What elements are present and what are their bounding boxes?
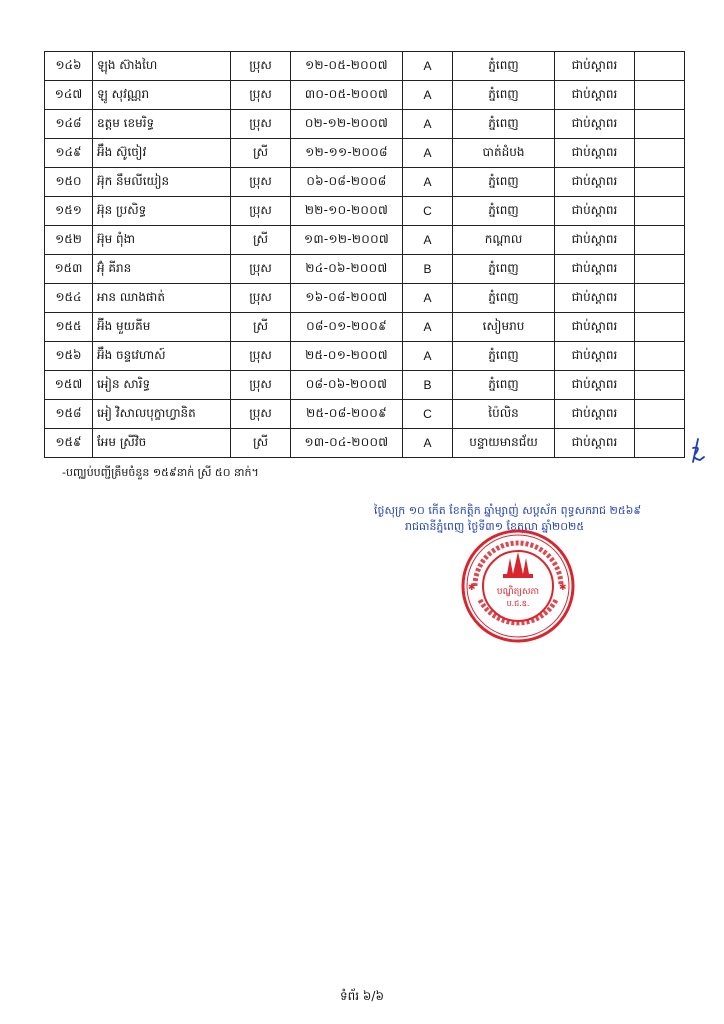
table-row — [45, 81, 685, 110]
cell-sex: ស្រី — [231, 226, 291, 255]
cell-number: ១៤៦ — [45, 52, 93, 81]
cell-province: ប៉ៃលិន — [453, 400, 555, 429]
cell-name: អ៊ឹង ចន្ទវេហាស៍ — [93, 342, 231, 371]
cell-date-of-birth: ០៨-០៦-២០០៧ — [291, 371, 403, 400]
cell-grade: A — [403, 168, 453, 197]
cell-province: ភ្នំពេញ — [453, 342, 555, 371]
cell-sex: ប្រុស — [231, 284, 291, 313]
cell-extra — [635, 400, 685, 429]
cell-grade: C — [403, 400, 453, 429]
table-row — [45, 255, 685, 284]
cell-sex: ប្រុស — [231, 400, 291, 429]
cell-number: ១៤៧ — [45, 81, 93, 110]
cell-status: ជាប់ស្ដាពរ — [555, 371, 635, 400]
cell-grade: A — [403, 81, 453, 110]
cell-grade: A — [403, 110, 453, 139]
cell-sex: ប្រុស — [231, 81, 291, 110]
svg-text:✱: ✱ — [468, 583, 476, 593]
cell-grade: A — [403, 284, 453, 313]
cell-name: ឡូ សុវណ្ណរា — [93, 81, 231, 110]
cell-name: អែម ស្រីវិច — [93, 429, 231, 458]
cell-grade: A — [403, 429, 453, 458]
cell-extra — [635, 313, 685, 342]
cell-extra — [635, 110, 685, 139]
cell-name: អ៊ុំ គីរាន — [93, 255, 231, 284]
table-row — [45, 52, 685, 81]
cell-status: ជាប់ស្ដាពរ — [555, 81, 635, 110]
table-row — [45, 313, 685, 342]
cell-sex: ប្រុស — [231, 197, 291, 226]
student-roster-table — [44, 51, 685, 458]
cell-name: អ៊ឹង ស៊ូចៀវ — [93, 139, 231, 168]
cell-province: បាត់ដំបង — [453, 139, 555, 168]
cell-date-of-birth: ០៨-០១-២០០៩ — [291, 313, 403, 342]
place-date-line: រាជធានីភ្នំពេញ ថ្ងៃទី៣១ ខែតុលា ឆ្នាំ២០២៥ — [405, 520, 585, 533]
cell-extra — [635, 371, 685, 400]
cell-grade: C — [403, 197, 453, 226]
cell-grade: B — [403, 255, 453, 284]
seal-text-secondary: ប.ជ.ឧ. — [506, 599, 530, 608]
cell-sex: ស្រី — [231, 313, 291, 342]
seal-text-primary: បណ្ឌិត្យសភា — [496, 587, 540, 597]
cell-status: ជាប់ស្ដាពរ — [555, 342, 635, 371]
cell-number: ១៥១ — [45, 197, 93, 226]
cell-extra — [635, 52, 685, 81]
cell-extra — [635, 342, 685, 371]
cell-date-of-birth: ២៥-០១-២០០៧ — [291, 342, 403, 371]
table-row — [45, 429, 685, 458]
cell-status: ជាប់ស្ដាពរ — [555, 197, 635, 226]
table-row — [45, 284, 685, 313]
cell-number: ១៥២ — [45, 226, 93, 255]
cell-grade: A — [403, 52, 453, 81]
cell-extra — [635, 284, 685, 313]
cell-number: ១៥៦ — [45, 342, 93, 371]
cell-status: ជាប់ស្ដាពរ — [555, 429, 635, 458]
cell-status: ជាប់ស្ដាពរ — [555, 284, 635, 313]
cell-extra — [635, 226, 685, 255]
cell-number: ១៥៤ — [45, 284, 93, 313]
table-row — [45, 342, 685, 371]
roster-body — [45, 52, 685, 458]
cell-status: ជាប់ស្ដាពរ — [555, 400, 635, 429]
cell-extra — [635, 168, 685, 197]
table-row — [45, 197, 685, 226]
cell-name: អៀន សារិទ្ធ — [93, 371, 231, 400]
cell-province: ភ្នំពេញ — [453, 168, 555, 197]
cell-sex: ស្រី — [231, 429, 291, 458]
cell-province: ភ្នំពេញ — [453, 110, 555, 139]
temple-emblem — [503, 552, 533, 578]
cell-extra — [635, 255, 685, 284]
cell-status: ជាប់ស្ដាពរ — [555, 255, 635, 284]
cell-province: ភ្នំពេញ — [453, 255, 555, 284]
cell-province: កណ្ដាល — [453, 226, 555, 255]
cell-date-of-birth: ១៣-០៤-២០០៧ — [291, 429, 403, 458]
cell-province: បន្ទាយមានជ័យ — [453, 429, 555, 458]
cell-date-of-birth: ១២-១១-២០០៨ — [291, 139, 403, 168]
cell-number: ១៥៩ — [45, 429, 93, 458]
cell-grade: A — [403, 139, 453, 168]
cell-date-of-birth: ១៣-១២-២០០៧ — [291, 226, 403, 255]
cell-date-of-birth: ២៥-០៨-២០០៩ — [291, 400, 403, 429]
cell-province: សៀមរាប — [453, 313, 555, 342]
cell-name: អ៊ុក នឹមលីយៀន — [93, 168, 231, 197]
cell-name: អ៊ុន ប្រសិទ្ធ — [93, 197, 231, 226]
cell-number: ១៥០ — [45, 168, 93, 197]
cell-name: ឡុង ស៊ាងហៃ — [93, 52, 231, 81]
cell-date-of-birth: ៣០-០៥-២០០៧ — [291, 81, 403, 110]
cell-province: ភ្នំពេញ — [453, 81, 555, 110]
cell-extra — [635, 81, 685, 110]
cell-sex: ប្រុស — [231, 110, 291, 139]
cell-sex: ប្រុស — [231, 168, 291, 197]
table-row — [45, 168, 685, 197]
cell-name: អ៊ុម ពុំងា — [93, 226, 231, 255]
cell-number: ១៥៨ — [45, 400, 93, 429]
official-seal-stamp — [460, 528, 576, 644]
cell-name: អាន ឈាងផាត់ — [93, 284, 231, 313]
cell-grade: B — [403, 371, 453, 400]
cell-sex: ប្រុស — [231, 371, 291, 400]
cell-date-of-birth: ២៤-០៦-២០០៧ — [291, 255, 403, 284]
cell-grade: A — [403, 226, 453, 255]
cell-name: ឧត្តម ខេមរិទ្ធ — [93, 110, 231, 139]
cell-sex: ប្រុស — [231, 52, 291, 81]
cell-grade: A — [403, 342, 453, 371]
cell-status: ជាប់ស្ដាពរ — [555, 110, 635, 139]
cell-date-of-birth: ០៦-០៨-២០០៨ — [291, 168, 403, 197]
cell-status: ជាប់ស្ដាពរ — [555, 226, 635, 255]
cell-number: ១៤៩ — [45, 139, 93, 168]
cell-extra — [635, 429, 685, 458]
table-row — [45, 110, 685, 139]
cell-status: ជាប់ស្ដាពរ — [555, 168, 635, 197]
lunar-date-line: ថ្ងៃសុក្រ ១០ កើត ខែកត្តិក ឆ្នាំម្សាញ់ សប្តស័ក ពុទ្ធសករាជ ២៥៦៩ — [374, 504, 642, 517]
cell-date-of-birth: ០២-១២-២០០៧ — [291, 110, 403, 139]
cell-date-of-birth: ១២-០៥-២០០៧ — [291, 52, 403, 81]
cell-date-of-birth: ២២-១០-២០០៧ — [291, 197, 403, 226]
cell-grade: A — [403, 313, 453, 342]
cell-number: ១៥៣ — [45, 255, 93, 284]
cell-status: ជាប់ស្ដាពរ — [555, 313, 635, 342]
cell-status: ជាប់ស្ដាពរ — [555, 52, 635, 81]
summary-note: -បញ្ឈប់បញ្ជីត្រឹមចំនួន ១៥៩នាក់ ស្រី ៥០ នាក់។ — [62, 466, 259, 479]
cell-number: ១៥៥ — [45, 313, 93, 342]
cell-number: ១៤៨ — [45, 110, 93, 139]
cell-number: ១៥៧ — [45, 371, 93, 400]
cell-status: ជាប់ស្ដាពរ — [555, 139, 635, 168]
signature-mark — [684, 436, 708, 466]
cell-province: ភ្នំពេញ — [453, 52, 555, 81]
cell-sex: ប្រុស — [231, 342, 291, 371]
cell-name: អៀ វិសាលបុក្ខាហ្វានិត — [93, 400, 231, 429]
table-row — [45, 400, 685, 429]
cell-date-of-birth: ១៦-០៨-២០០៧ — [291, 284, 403, 313]
cell-province: ភ្នំពេញ — [453, 284, 555, 313]
table-row — [45, 139, 685, 168]
cell-name: អ៊ីង មួយគីម — [93, 313, 231, 342]
cell-province: ភ្នំពេញ — [453, 371, 555, 400]
cell-extra — [635, 139, 685, 168]
table-row — [45, 226, 685, 255]
cell-extra — [635, 197, 685, 226]
cell-sex: ប្រុស — [231, 255, 291, 284]
table-row — [45, 371, 685, 400]
cell-sex: ស្រី — [231, 139, 291, 168]
page-number: ទំព័រ ៦/៦ — [340, 989, 384, 1003]
svg-text:✱: ✱ — [559, 583, 567, 593]
cell-province: ភ្នំពេញ — [453, 197, 555, 226]
